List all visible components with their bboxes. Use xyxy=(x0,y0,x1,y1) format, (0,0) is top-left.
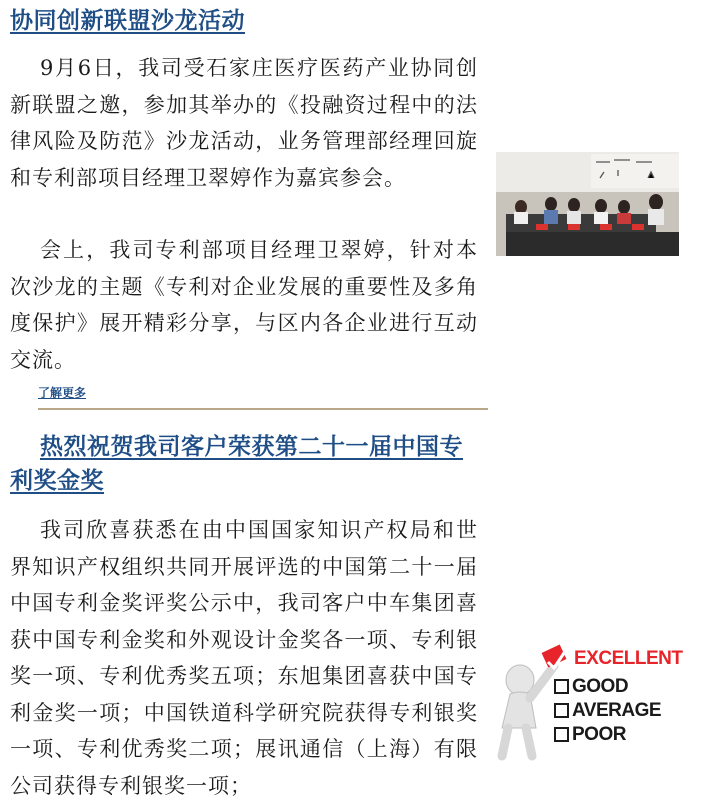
excellent-label: EXCELLENT xyxy=(574,648,683,669)
rating-row-good xyxy=(554,676,628,698)
article2-paragraph-1: 我司欣喜获悉在由中国国家知识产权局和世界知识产权组织共同开展评选的中国第二十一届中国专利金奖评奖公示中，我司客户中车集团喜获中国专利金奖和外观设计金奖各一项、专利银奖一项、专利优秀奖五项；东旭集团喜获中国专利金奖一项；中国铁道科学研究院获得专利银奖一项、专利优秀奖二项；展讯通信（上海）有限公司获得专利银奖一项； xyxy=(10,518,478,798)
checkbox-icon xyxy=(554,703,569,718)
article1-title[interactable]: 协同创新联盟沙龙活动 xyxy=(10,7,245,34)
rating-row-poor xyxy=(554,724,626,746)
article2-title[interactable]: 热烈祝贺我司客户荣获第二十一届中国专利奖金奖 xyxy=(10,433,463,494)
read-more-link[interactable]: 了解更多 xyxy=(38,386,87,400)
good-label: GOOD xyxy=(572,676,629,697)
award-rating-graphic xyxy=(488,632,688,762)
checkbox-icon xyxy=(554,727,569,742)
checkbox-icon xyxy=(554,679,569,694)
article1-paragraph-1: 9月6日，我司受石家庄医疗医药产业协同创新联盟之邀，参加其举办的《投融资过程中的法律风险及防范》沙龙活动，业务管理部经理回旋和专利部项目经理卫翠婷作为嘉宾参会。 xyxy=(10,56,478,190)
rating-row-average xyxy=(554,700,661,722)
salon-event-photo xyxy=(496,152,679,256)
article1-paragraph-2: 会上，我司专利部项目经理卫翠婷，针对本次沙龙的主题《专利对企业发展的重要性及多角度保护》展开精彩分享，与区内各企业进行互动交流。 xyxy=(10,238,478,372)
poor-label: POOR xyxy=(572,724,626,745)
section-divider xyxy=(38,408,488,410)
average-label: AVERAGE xyxy=(572,700,662,721)
